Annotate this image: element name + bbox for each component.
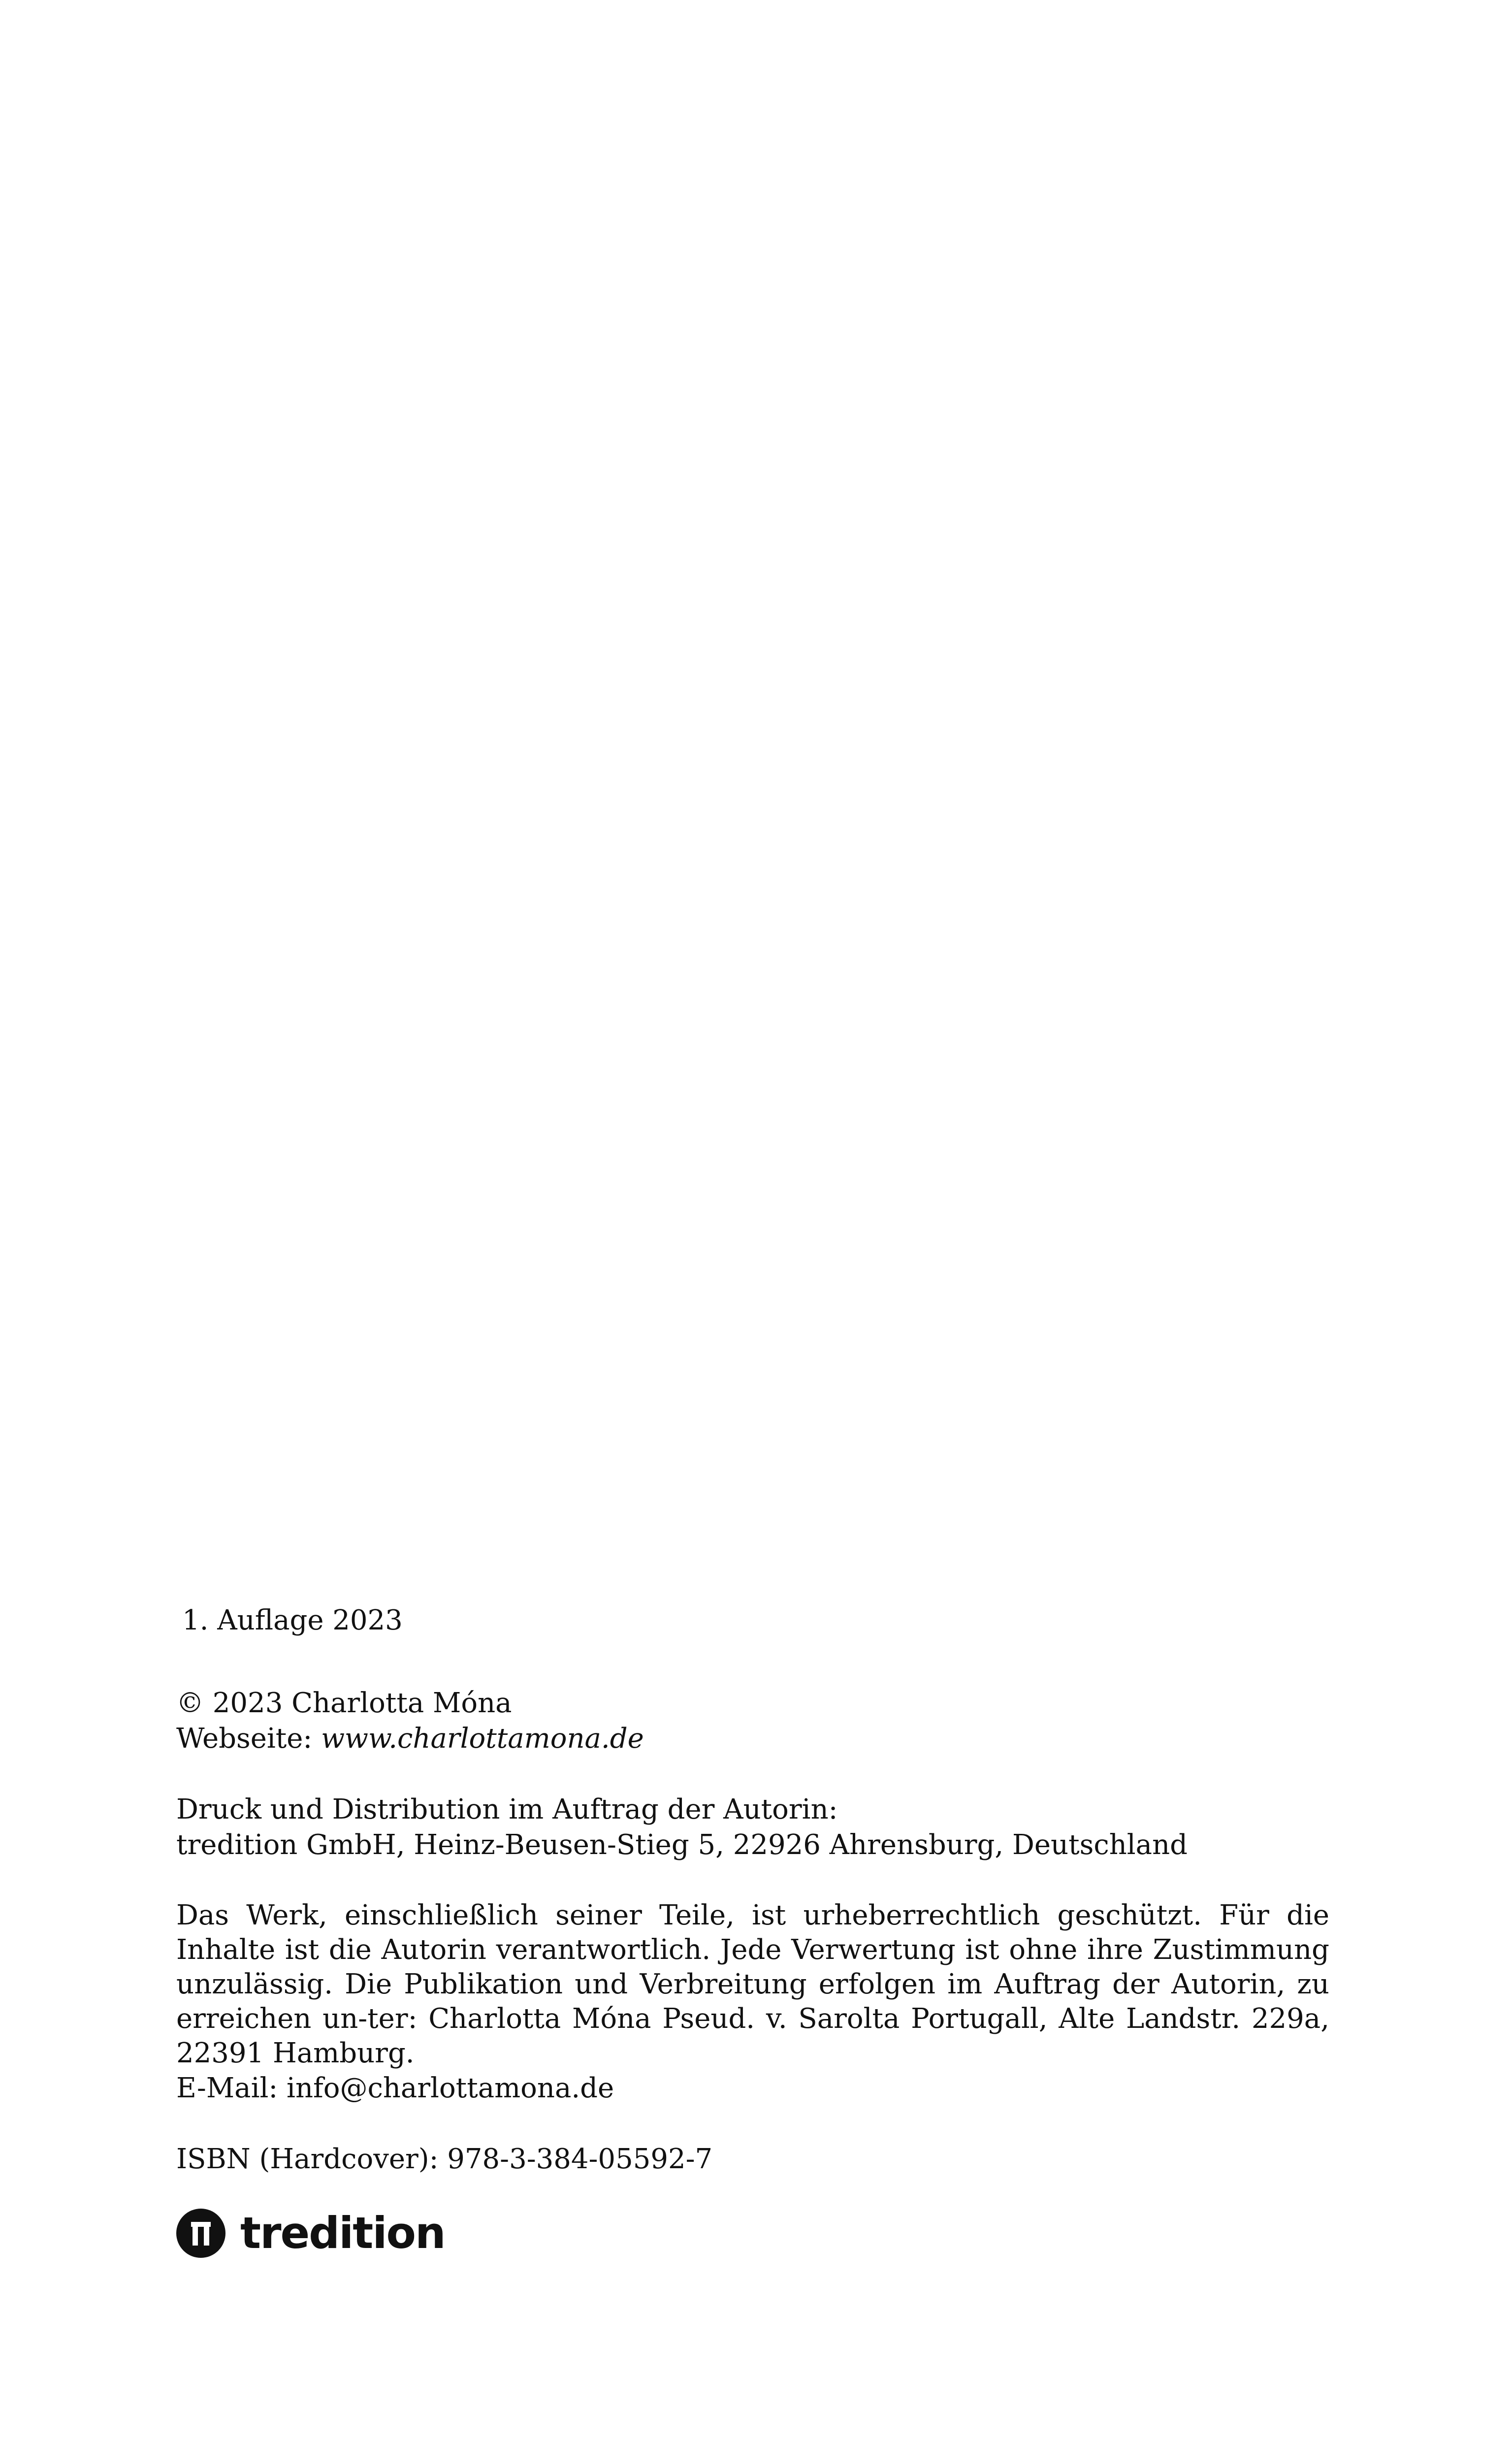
publisher-address: tredition GmbH, Heinz-Beusen-Stieg 5, 22926 Ahrensburg, Deutschland bbox=[176, 1829, 1188, 1861]
tredition-logo-icon bbox=[176, 2209, 225, 2258]
edition-line: 1. Auflage 2023 bbox=[182, 1604, 403, 1636]
website-label: Webseite: bbox=[176, 1723, 322, 1755]
email-line: E-Mail: info@charlottamona.de bbox=[176, 2072, 614, 2104]
tredition-logo-text: tredition bbox=[240, 2208, 445, 2258]
website-link[interactable]: www.charlottamona.de bbox=[321, 1723, 644, 1755]
isbn-line: ISBN (Hardcover): 978-3-384-05592-7 bbox=[176, 2143, 713, 2175]
website-line bbox=[176, 1721, 1329, 1757]
print-heading: Druck und Distribution im Auftrag der Autorin: bbox=[176, 1793, 838, 1825]
copyright-line: © 2023 Charlotta Móna bbox=[176, 1687, 512, 1719]
legal-notice: Das Werk, einschließlich seiner Teile, ist urheberrechtlich geschützt. Für die Inhalte ist die Autorin verantwortlich. Jede Verwertung ist ohne ihre Zustimmung unzulässig. Die Publikation und Verbreitung erfolgen im Auftrag der Autorin, zu erreichen un-ter: Charlotta Móna Pseud. v. Sarolta Portugall, Alte Landstr. 229a, 22391 Hamburg. bbox=[176, 1899, 1329, 2069]
publisher-logo bbox=[176, 2206, 1329, 2261]
imprint-block bbox=[176, 1603, 1329, 2261]
